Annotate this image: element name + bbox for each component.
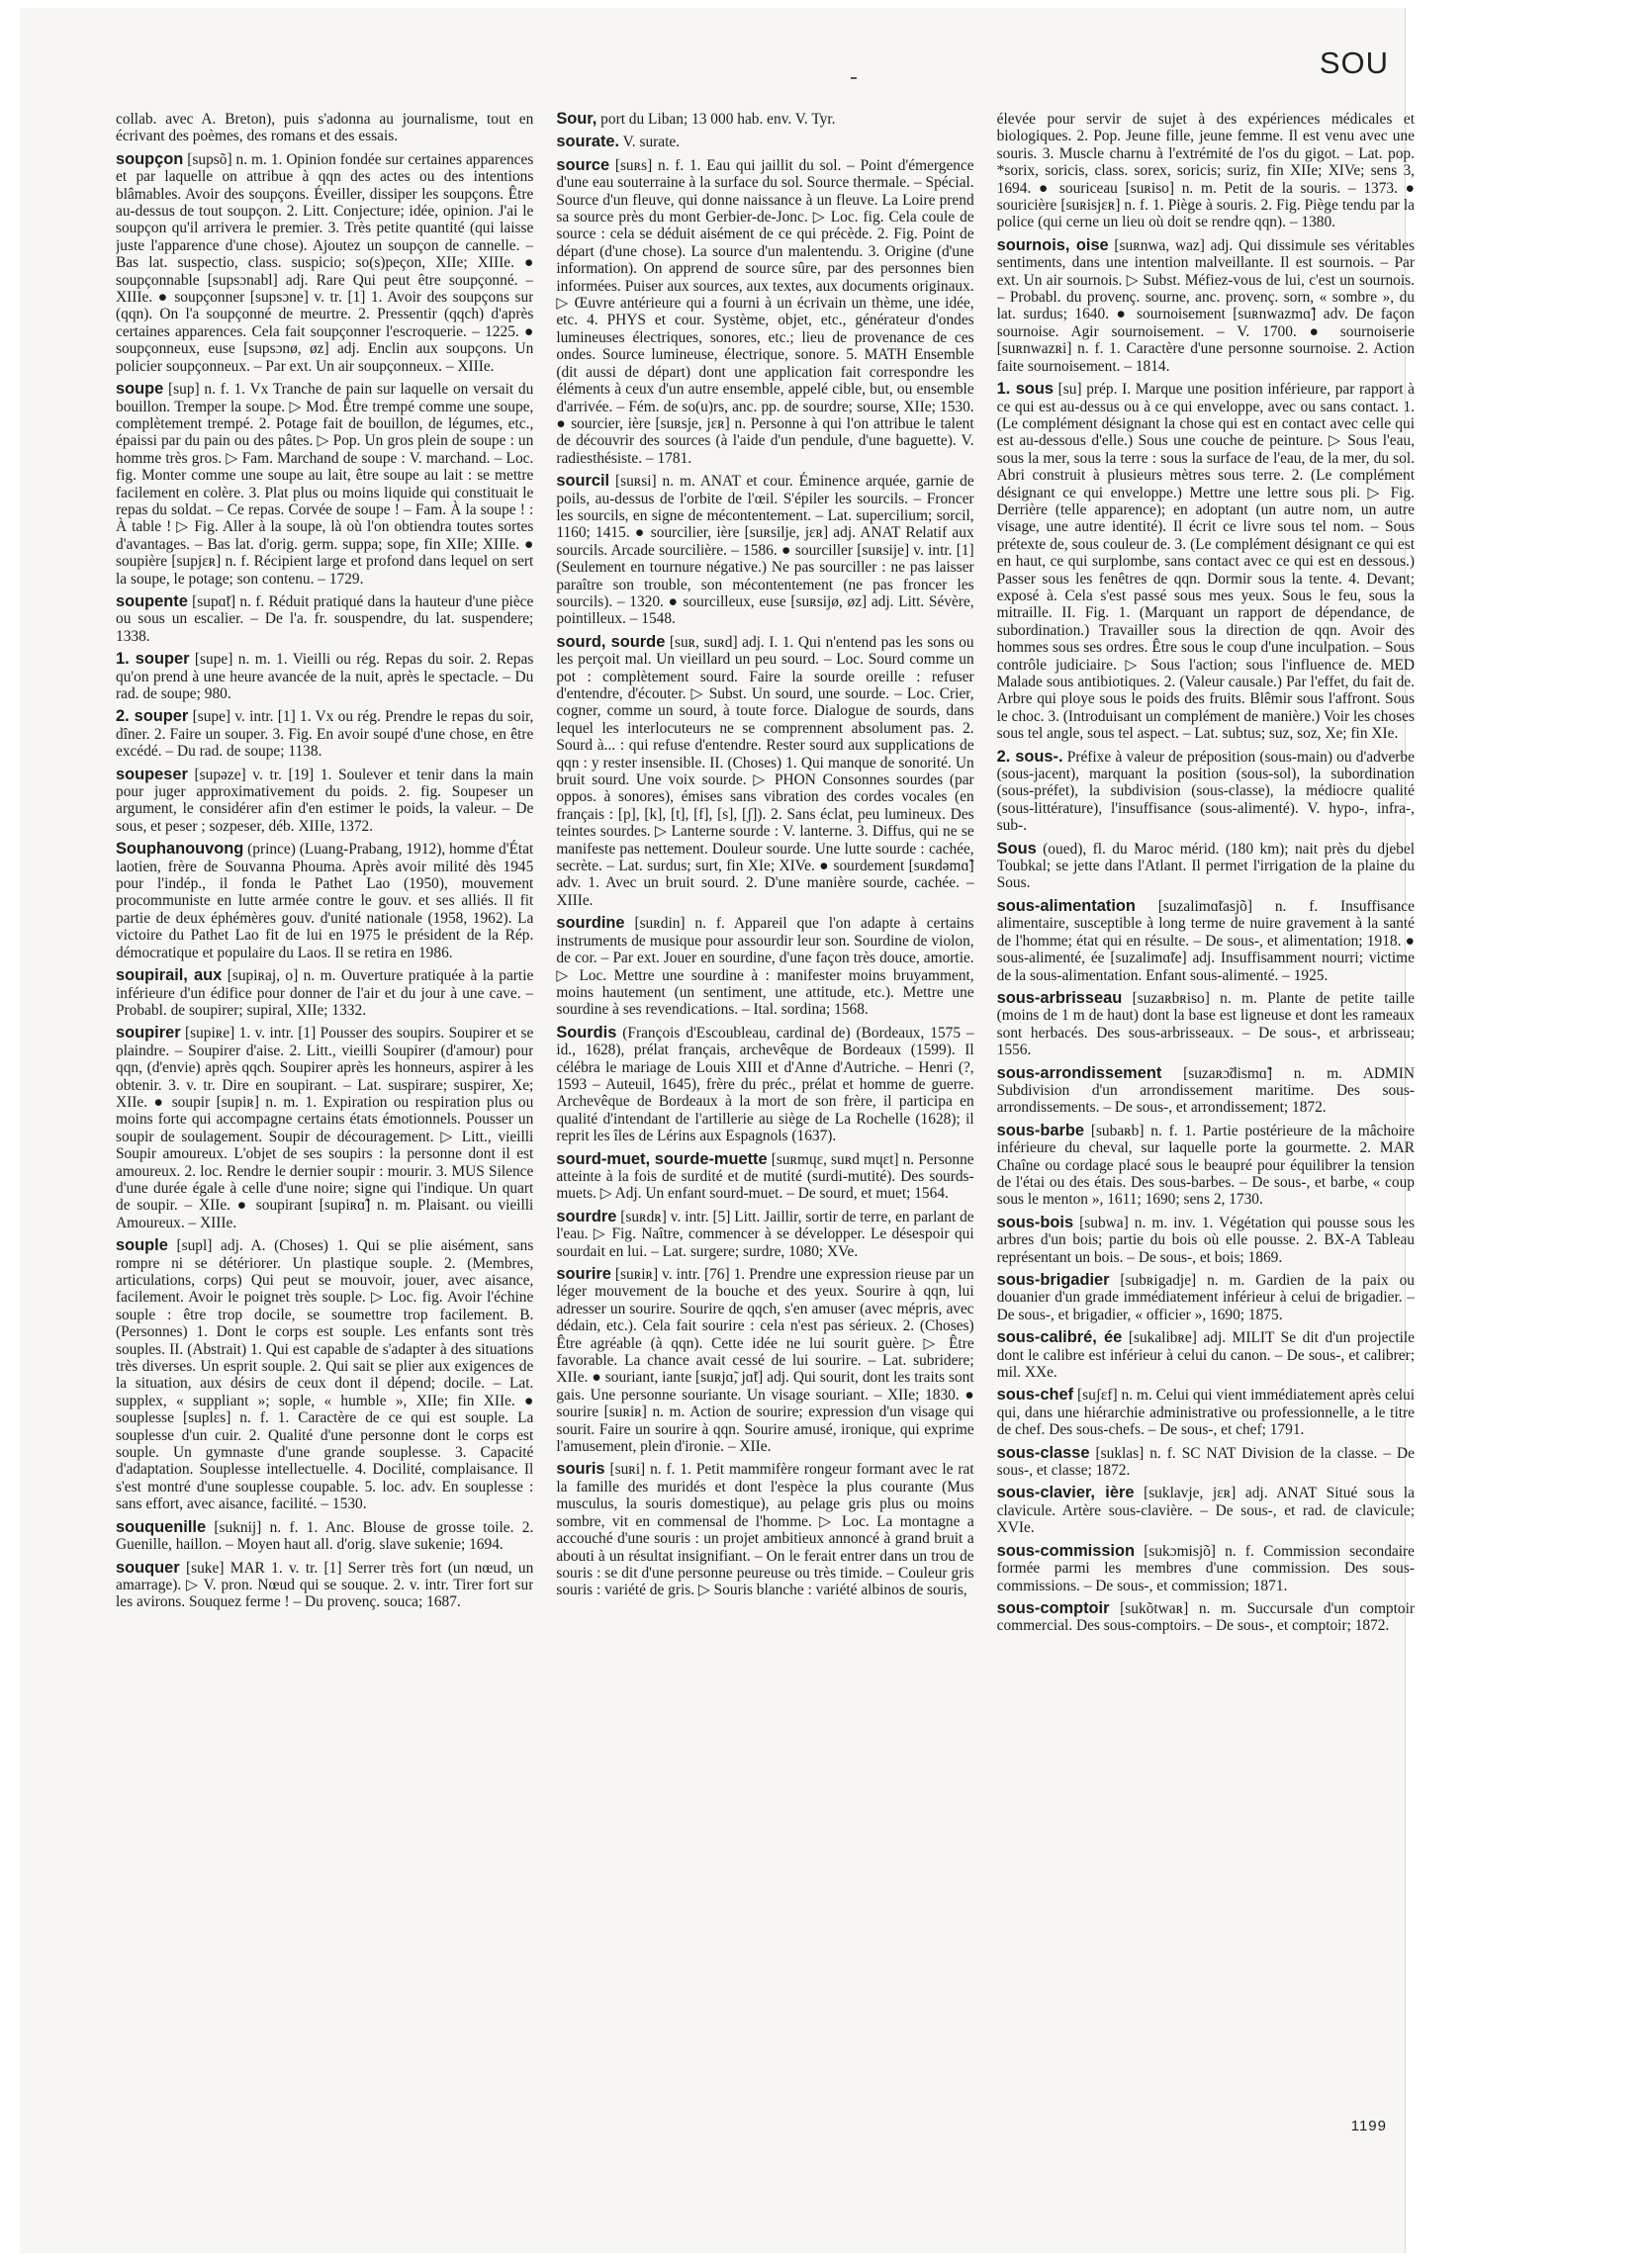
entry-headword: Sour, [556, 111, 597, 128]
dictionary-entry [556, 1461, 973, 1598]
entry-definition: [suʀdʀ] v. intr. [5] Litt. Jaillir, sortir de terre, en parlant de l'eau. ▷ Fig. Naître, commencer à se développer. Le désespoir qui sourdait en lui. – Lat. surgere; surdre, 1080; XVe. [556, 1208, 974, 1260]
dictionary-entry [116, 967, 533, 1019]
entry-headword: souple [116, 1236, 168, 1255]
dictionary-entry [997, 111, 1415, 231]
dictionary-entry [116, 1025, 533, 1231]
entry-definition: [supe] v. intr. [1] 1. Vx ou rég. Prendre le repas du soir, dîner. 2. Faire un souper. 3. Fig. En avoir soupé d'une chose, en être excédé. – Du rad. de soupe; 1138. [116, 708, 534, 761]
entry-headword: sourdre [556, 1207, 617, 1225]
column-3 [997, 111, 1415, 2089]
entry-headword: 1. sous [996, 380, 1054, 399]
dictionary-entry [997, 237, 1415, 375]
entry-definition: [supiʀaj, o] n. m. Ouverture pratiquée à la partie inférieure d'un édifice pour donner de l'air et du jour à une cave. – Probabl. de soupirer; supiral, XIIe; 1332. [116, 967, 534, 1019]
entry-definition: [suʀnwa, waz] adj. Qui dissimule ses véritables sentiments, dans une intention malveillante. Il est sournois. – Par ext. Un air sournois. ▷ Subst. Méfiez-vous de lui, c'est un sournois. – Probabl. du provenç. sourne, anc. provenç. sorn, « sombre », du lat. surdus; 1640. ● sournoisement [suʀnwazmɑ̃] adv. De façon sournoise. Agir sournoisement. – V. 1700. ● sournoiserie [suʀnwazʀi] n. f. 1. Caractère d'une personne sournoise. 2. Action faite sournoisement. – 1814. [996, 236, 1415, 375]
dictionary-entry [116, 593, 533, 645]
dictionary-entry [116, 1560, 533, 1611]
dictionary-entry [997, 898, 1415, 984]
dictionary-entry [997, 749, 1415, 835]
page-number: 1199 [1350, 2118, 1387, 2134]
dictionary-entry [997, 1543, 1415, 1594]
entry-definition: [suʀmɥɛ, suʀd mɥɛt] n. Personne atteinte à la fois de surdité et de mutité (surdi-mutité). Des sourds-muets. ▷ Adj. Un enfant sourd-muet. – De sourd, et muet; 1564. [556, 1150, 974, 1203]
entry-headword: sous-brigadier [996, 1271, 1110, 1289]
entry-definition: [sup] n. f. 1. Vx Tranche de pain sur laquelle on versait du bouillon. Tremper la soupe. ▷ Mod. Être trempé comme une soupe, complètement trempé. 2. Potage fait de bouillon, de légumes, etc., épaissi par du pain ou des pâtes. ▷ Pop. Un gros plein de soupe : un homme très gros. ▷ Fam. Marchand de soupe : V. marchand. – Loc. fig. Monter comme une soupe au lait, être soupe au lait : se mettre facilement en colère. 3. Plat plus ou moins liquide qui constituait le repas du soldat. – Ce repas. Corvée de soupe ! – Fam. À la soupe ! : À table ! ▷ Fig. Aller à la soupe, là où l'on obtiendra toutes sortes d'avantages. – Bas lat. d'orig. germ. suppa; sope, fin XIIe; XIIIe. ● soupière [supjɛʀ] n. f. Récipient large et profond dans lequel on sert la soupe, le potage; son contenu. – 1729. [116, 381, 534, 588]
dictionary-entry [116, 1237, 533, 1513]
entry-definition: [suʀsi] n. m. ANAT et cour. Éminence arquée, garnie de poils, au-dessus de l'orbite de l'œil. S'épiler les sourcils. – Froncer les sourcils, en signe de mécontentement. – Lat. supercilium; sorcil, 1160; 1415. ● sourcilier, ière [suʀsilje, jɛʀ] adj. ANAT Relatif aux sourcils. Arcade sourcilière. – 1586. ● sourciller [suʀsije] v. intr. [1] (Seulement en tournure négative.) Ne pas sourciller : ne pas laisser paraître son trouble, son mécontentement (ne pas froncer les sourcils). – 1320. ● sourcilleux, euse [suʀsijø, øz] adj. Litt. Sévère, pointilleux. – 1548. [556, 473, 974, 628]
dictionary-entry [997, 990, 1415, 1059]
entry-definition: [supɑ̃t] n. f. Réduit pratiqué dans la hauteur d'une pièce ou sous un escalier. – De l'a. fr. souspendre, du lat. suspendere; 1338. [116, 592, 534, 645]
entry-headword: soupe [116, 380, 164, 399]
entry-definition: élevée pour servir de sujet à des expériences médicales et biologiques. 2. Pop. Jeune fille, jeune femme. Il est venu avec une souris. 3. Muscle charnu à l'extrémité de l'os du gigot. – Lat. pop. *sorix, soricis, class. sorex, soricis; suriz, fin XIIe; XIVe; sens 3, 1694. ● souriceau [suʀiso] n. m. Petit de la souris. – 1373. ● souricière [suʀisjɛʀ] n. f. 1. Piège à souris. 2. Fig. Piège tendu par la police (qui cerne un lieu où doit se rendre qqn). – 1380. [996, 111, 1415, 231]
entry-headword: sous-chef [996, 1386, 1074, 1405]
entry-headword: sous-classe [996, 1443, 1090, 1462]
dictionary-entry [997, 1387, 1415, 1438]
entry-headword: soupirail, aux [116, 966, 223, 985]
entry-definition: (François d'Escoubleau, cardinal de) (Bordeaux, 1575 – id., 1628), prélat français, archevêque de Bordeaux (1599). Il célébra le mariage de Louis XIII et d'Anne d'Autriche. – Henri (?, 1593 – Auteuil, 1645), frère du préc., prélat et homme de guerre. Archevêque de Bordeaux à la mort de son frère, il participa en qualité d'intendant de l'artillerie au siège de La Rochelle (1628); il reprit les îles de Lérins aux Espagnols (1637). [556, 1024, 974, 1145]
columns [116, 111, 1415, 2089]
entry-definition: port du Liban; 13 000 hab. env. V. Tyr. [600, 111, 836, 128]
entry-headword: sournois, oise [996, 235, 1109, 254]
entry-headword: sourcil [556, 472, 610, 491]
dictionary-entry [116, 841, 533, 961]
entry-definition: [supe] n. m. 1. Vieilli ou rég. Repas du soir. 2. Repas qu'on prend à une heure avancée de la nuit, après le spectacle. – Du rad. de soupe; 980. [116, 651, 534, 702]
entry-definition: [suklas] n. f. SC NAT Division de la classe. – De sous-, et classe; 1872. [996, 1444, 1415, 1480]
entry-definition: collab. avec A. Breton), puis s'adonna au journalisme, tout en écrivant des poèmes, des romans et des essais. [116, 111, 534, 145]
entry-definition: V. surate. [622, 134, 681, 151]
entry-definition: [sukalibʀe] adj. MILIT Se dit d'un projectile dont le calibre est inférieur à celui du canon. – De sous-, et calibrer; mil. XXe. [996, 1329, 1415, 1382]
entry-definition: [suʀi] n. f. 1. Petit mammifère rongeur formant avec le rat la famille des muridés et dont l'espèce la plus courante (Mus musculus, la souris domestique), au pelage gris plus ou moins sombre, vit en commensal de l'homme. ▷ Loc. La montagne a accouché d'une souris : un projet ambitieux annoncé à grand bruit a abouti à un résultat insignifiant. – On le ferait entrer dans un trou de souris : se dit d'une personne peureuse ou très timide. – Couleur gris souris : variété de gris. ▷ Souris blanche : variété albinos de souris, [556, 1461, 974, 1599]
dictionary-entry [556, 473, 973, 628]
entry-definition: [suʀdin] n. f. Appareil que l'on adapte à certains instruments de musique pour assourdir leur son. Sourdine de violon, de cor. – Par ext. Jouer en sourdine, d'une façon très douce, amortie. ▷ Loc. Mettre une sourdine à : manifester moins bruyamment, moins hautement (un sentiment, une attitude, etc.). Mettre une sourdine à ses revendications. – Ital. sordina; 1568. [556, 915, 974, 1019]
dictionary-entry [116, 111, 533, 145]
entry-headword: soupçon [116, 149, 184, 168]
entry-definition: [suzalimɑ̃tasjõ] n. f. Insuffisance alimentaire, susceptible à long terme de nuire gravement à la santé de l'homme; état qui en résulte. – De sous-, et alimentation; 1918. ● sous-alimenté, ée [suzalimɑ̃te] adj. Insuffisamment nourri; victime de la sous-alimentation. Enfant sous-alimenté. – 1925. [996, 897, 1415, 984]
entry-headword: 2. sous-. [996, 747, 1063, 766]
entry-definition: [suʃɛf] n. m. Celui qui vient immédiatement après celui qui, dans une hiérarchie administrative ou professionnelle, a le titre de chef. Des sous-chefs. – De sous-, et chef; 1791. [996, 1387, 1415, 1439]
column-1 [116, 111, 533, 2089]
entry-definition: (oued), fl. du Maroc mérid. (180 km); nait près du djebel Toubkal; se jette dans l'Atlant. Il permet l'irrigation de la plaine du Sous. [996, 840, 1415, 892]
top-mark [851, 77, 857, 79]
entry-headword: source [556, 155, 610, 174]
entry-headword: sous-barbe [996, 1121, 1085, 1139]
entry-definition: [subʀigadje] n. m. Gardien de la paix ou douanier d'un grade immédiatement inférieur à celui de brigadier. – De sous-, et brigadier, « officier », 1690; 1875. [996, 1272, 1415, 1323]
dictionary-entry [556, 1025, 973, 1145]
dictionary-entry [997, 1215, 1415, 1266]
entry-definition: [sukõtwaʀ] n. m. Succursale d'un comptoir commercial. Des sous-comptoirs. – De sous-, et comptoir; 1872. [996, 1599, 1415, 1635]
dictionary-entry [997, 1065, 1415, 1117]
dictionary-entry [556, 634, 973, 910]
entry-definition: [supəze] v. tr. [19] 1. Soulever et tenir dans la main pour juger approximativement du poids. 2. fig. Soupeser un argument, le considérer afin d'en estimer le poids, la valeur. – De sous, et peser ; sozpeser, déb. XIIIe, 1372. [116, 766, 534, 835]
dictionary-page [20, 8, 1415, 2253]
dictionary-entry [116, 1519, 533, 1554]
entry-headword: sous-comptoir [996, 1598, 1110, 1617]
entry-headword: souris [556, 1460, 605, 1479]
entry-definition: [suʀs] n. f. 1. Eau qui jaillit du sol. – Point d'émergence d'une eau souterraine à la surface du sol. Source thermale. – Spécial. Source d'un fleuve, qui donne naissance à un fleuve. La Loire prend sa source près du mont Gerbier-de-Jonc. ▷ Loc. fig. Cela coule de source : cela se déduit aisément de ce qui précède. 2. Fig. Point de départ (d'une chose). La source d'un malentendu. 3. Origine (d'une information). On apprend de source sûre, par des personnes bien informées. Puiser aux sources, aux textes, aux documents originaux. ▷ Œuvre antérieure qui a fourni à un écrivain un thème, une idée, etc. 4. PHYS et cour. Système, objet, etc., générateur d'ondes lumineuses électriques, sonores, etc.; lieu de provenance de ces ondes. Source lumineuse, électrique, sonore. 5. MATH Ensemble (dit aussi de départ) dont une application fait correspondre les éléments à ceux d'un autre ensemble, appelé cible, but, ou ensemble d'arrivée. – Fém. de so(u)rs, anc. pp. de sourdre; sourse, XIIe; 1530. ● sourcier, ière [suʀsje, jɛʀ] n. Personne à qui l'on attribue le talent de découvrir des sources (à l'aide d'un pendule, d'une baguette). V. radiesthésiste. – 1781. [556, 156, 974, 467]
entry-definition: [suzaʀbʀiso] n. m. Plante de petite taille (moins de 1 m de haut) dont la base est ligneuse et dont les rameaux sont herbacés. Des sous-arbrisseaux. – De sous-, et arbrisseau; 1556. [996, 989, 1415, 1059]
entry-definition: Préfixe à valeur de préposition (sous-main) ou d'adverbe (sous-jacent), marquant la position (sous-sol), la subordination (sous-préfet), la subdivision (sous-classe), la médiocre qualité (sous-littérature), l'insuffisance (sous-alimenté). V. hypo-, infra-, sub-. [996, 748, 1415, 835]
dictionary-entry [997, 1329, 1415, 1381]
entry-headword: sous-arbrisseau [996, 988, 1123, 1007]
dictionary-entry [556, 111, 973, 128]
entry-definition: [subaʀb] n. f. 1. Partie postérieure de la mâchoire inférieure du cheval, sur laquelle porte la gourmette. 2. MAR Chaîne ou cordage placé sous le beaupré pour équilibrer la tension de l'étai ou des étais. Des sous-barbes. – De sous-, et barbe, « coup sous le menton », 1611; 1690; sens 2, 1730. [996, 1122, 1415, 1209]
entry-headword: sourate. [556, 133, 620, 151]
entry-definition: [suklavje, jɛʀ] adj. ANAT Situé sous la clavicule. Artère sous-clavière. – De sous-, et rad. de clavicule; XVIe. [996, 1485, 1415, 1537]
entry-headword: sourd-muet, sourde-muette [556, 1149, 768, 1168]
running-head: SOU [1319, 45, 1389, 80]
entry-headword: sourd, sourde [556, 632, 666, 651]
entry-headword: sourire [556, 1265, 611, 1283]
entry-definition: [supsõ] n. m. 1. Opinion fondée sur certaines apparences et par laquelle on attribue à qqn des actes ou des intentions blâmables. Avoir des soupçons. Éveiller, dissiper les soupçons. Être au-dessus de tout soupçon. 2. Litt. Conjecture; idée, opinion. J'ai le soupçon qu'il arrivera le premier. 3. Très petite quantité (qui laisse juste l'apparence d'une chose). Ajoutez un soupçon de cannelle. – Bas lat. suspectio, class. suspicio; so(s)peçon, XIIe; XIIIe. ● soupçonnable [supsɔnabl] adj. Rare Qui peut être soupçonné. – XIIIe. ● soupçonner [supsɔne] v. tr. [1] 1. Avoir des soupçons sur (qqn). On l'a soupçonné de meurtre. 2. Pressentir (qqch) d'après certaines apparences. Cela fait soupçonner l'escroquerie. – 1225. ● soupçonneux, euse [supsɔnø, øz] adj. Enclin aux soupçons. Un policier soupçonneux. – Par ext. Un air soupçonneux. – XIIIe. [116, 150, 534, 375]
dictionary-entry [997, 1272, 1415, 1323]
entry-headword: sous-commission [996, 1541, 1136, 1560]
entry-definition: (prince) (Luang-Prabang, 1912), homme d'État laotien, frère de Souvanna Phouma. Après avoir milité dès 1945 pour l'indép., il fonda le Pathet Lao (1950), mouvement procommuniste en lutte armée contre le gouv. et ses alliés. Il fit partie de deux éphémères gouv. d'unité nationale (1958, 1962). La victoire du Pathet Lao fit de lui en 1975 le président de la Rép. démocratique et populaire du Laos. Il se retira en 1986. [116, 841, 534, 961]
entry-headword: souquer [116, 1558, 180, 1577]
dictionary-entry [556, 157, 973, 467]
entry-headword: 1. souper [116, 650, 190, 669]
entry-headword: soupeser [116, 765, 188, 783]
entry-headword: Sourdis [556, 1023, 617, 1042]
entry-headword: sous-alimentation [996, 896, 1136, 915]
entry-headword: Sous [996, 839, 1037, 858]
dictionary-entry [997, 1485, 1415, 1536]
entry-headword: soupente [116, 591, 188, 610]
dictionary-entry [556, 1266, 973, 1455]
entry-definition: [suʀiʀ] v. intr. [76] 1. Prendre une expression rieuse par un léger mouvement de la bouche et des yeux. Sourire à qqn, lui adresser un sourire. Sourire de qqch, s'en amuser (avec mépris, avec dédain, etc.). Cela fait sourire : cela n'est pas sérieux. 2. (Choses) Être agréable (à qqn). Cette idée ne lui sourit guère. ▷ Être favorable. La chance avait cessé de lui sourire. – Lat. subridere; XIIe. ● souriant, iante [suʀjɑ̃, jɑ̃t] adj. Qui sourit, dont les traits sont gais. Une personne souriante. Un visage souriant. – XIIe; 1830. ● sourire [suʀiʀ] n. m. Action de sourire; expression d'un visage qui sourit. Faire un sourire à qqn. Sourire amusé, ironique, qui exprime l'amusement, plein d'ironie. – XIIe. [556, 1266, 974, 1456]
column-2 [556, 111, 973, 2089]
entry-headword: sous-calibré, ée [996, 1328, 1123, 1347]
entry-headword: sourdine [556, 914, 625, 933]
entry-headword: souquenille [116, 1517, 207, 1536]
entry-headword: sous-arrondissement [996, 1063, 1162, 1082]
dictionary-entry [116, 708, 533, 760]
entry-headword: sous-clavier, ière [996, 1484, 1135, 1502]
dictionary-entry [997, 1600, 1415, 1635]
dictionary-entry [116, 381, 533, 588]
entry-definition: [suʀ, suʀd] adj. I. 1. Qui n'entend pas les sons ou les perçoit mal. Un vieillard un peu sourd. – Loc. Sourd comme un pot : complètement sourd. Faire la sourde oreille : refuser d'entendre, d'écouter. ▷ Subst. Un sourd, une sourde. – Loc. Crier, cogner, comme un sourd, à toute force. Dialogue de sourds, dans lequel les interlocuteurs ne se comprennent absolument pas. 2. Sourd à... : qui refuse d'entendre. Rester sourd aux supplications de qqn : y rester insensible. II. (Choses) 1. Qui manque de sonorité. Un bruit sourd. Une voix sourde. ▷ PHON Consonnes sourdes (par oppos. à sonores), émises sans vibration des cordes vocales (en français : [p], [k], [t], [f], [s], [ʃ]). 2. Sans éclat, peu lumineux. Des teintes sourdes. ▷ Lanterne sourde : V. lanterne. 3. Diffus, qui ne se manifeste pas nettement. Douleur sourde. Une lutte sourde : cachée, secrète. – Lat. surdus; surt, fin XIe; XIVe. ● sourdement [suʀdəmɑ̃] adv. 1. Avec un bruit sourd. 2. D'une manière sourde, cachée. – XIIIe. [556, 633, 974, 909]
entry-definition: [supl] adj. A. (Choses) 1. Qui se plie aisément, sans rompre ni se détériorer. Un plastique souple. 2. (Membres, articulations, corps) Qui peut se mouvoir, jouer, avec aisance, facilement. Avoir le poignet très souple. ▷ Loc. fig. Avoir l'échine souple : être trop docile, se soumettre trop facilement. B. (Personnes) 1. Dont le corps est souple. Les enfants sont très souples. II. (Abstrait) 1. Qui est capable de s'adapter à des situations très diverses. Un esprit souple. 2. Qui sait se plier aux exigences de la situation, aux désirs de ceux dont il dépend; docile. – Lat. supplex, « suppliant »; sople, « humble », XIIe; fin XIIe. ● souplesse [suplɛs] n. f. 1. Caractère de ce qui est souple. La souplesse d'un cuir. 2. Qualité d'une personne dont le corps est souple. Un gymnaste d'une grande souplesse. 3. Capacité d'adaptation. Souplesse intellectuelle. 4. Docilité, complaisance. Il s'est montré d'une souplesse coupable. 5. loc. adv. En souplesse : sans effort, avec aisance, facilité. – 1530. [116, 1237, 534, 1513]
entry-definition: [suknij] n. f. 1. Anc. Blouse de grosse toile. 2. Guenille, haillon. – Moyen haut all. d'orig. slave sukenie; 1694. [116, 1518, 534, 1554]
dictionary-entry [997, 381, 1415, 743]
entry-definition: [sukɔmisjõ] n. f. Commission secondaire formée parmi les membres d'une commission. Des sous-commissions. – De sous-, et commission; 1871. [996, 1542, 1415, 1594]
dictionary-entry [556, 1151, 973, 1203]
entry-definition: [supiʀe] 1. v. intr. [1] Pousser des soupirs. Soupirer et se plaindre. – Soupirer d'aise. 2. Litt., vieilli Soupirer (d'amour) pour qqn, (d'envie) après qqch. Soupirer après les honneurs, aspirer à les obtenir. 3. v. tr. Dire en soupirant. – Lat. suspirare; suspirer, Xe; XIIe. ● soupir [supiʀ] n. m. 1. Expiration ou respiration plus ou moins forte qui accompagne certains états émotionnels. Pousser un soupir de soulagement. Soupir de découragement. ▷ Litt., vieilli Soupir amoureux. L'objet de ses soupirs : la personne dont il est amoureux. 2. loc. Rendre le dernier soupir : mourir. 3. MUS Silence d'une durée égale à celle d'une noire; signe qui l'indique. Un quart de soupir. – XIIe. ● soupirant [supiʀɑ̃] n. m. Plaisant. ou vieilli Amoureux. – XIIIe. [116, 1025, 534, 1231]
dictionary-entry [556, 915, 973, 1018]
dictionary-entry [556, 134, 973, 150]
entry-definition: [suzaʀɔ̃dismɑ̃] n. m. ADMIN Subdivision d'un arrondissement maritime. Des sous-arrondissements. – De sous-, et arrondissement; 1872. [996, 1064, 1415, 1117]
dictionary-entry [556, 1209, 973, 1260]
entry-headword: Souphanouvong [116, 840, 244, 859]
entry-headword: soupirer [116, 1024, 181, 1042]
dictionary-entry [997, 841, 1415, 892]
dictionary-entry [997, 1445, 1415, 1480]
entry-headword: sous-bois [996, 1213, 1074, 1231]
entry-definition: [su] prép. I. Marque une position inférieure, par rapport à ce qui est au-dessus ou à ce qui enveloppe, avec ou sans contact. 1. (Le complément désignant la chose qui est en contact avec celle qui est au-dessous d'elle.) Sous une couche de peinture. ▷ Sous l'eau, sous la mer, sous la terre : sous la surface de l'eau, de la mer, du sol. Abri construit à plusieurs mètres sous terre. 2. (Le complément désignant ce qui enveloppe.) Mettre une lettre sous pli. ▷ Fig. Derrière (telle apparence); en adoptant (un autre nom, un autre visage, une autre identité). Il écrit ce livre sous tel nom. – Sous prétexte de, sous couleur de. 3. (Le complément désignant ce qui est en haut, ce qui surplombe, sans contact avec ce qui est en dessous.) Passer sous les fenêtres de qqn. Dormir sous la tente. 4. Devant; exposé à. Cela s'est passé sous mes yeux. Sous le feu, sous la mitraille. II. Fig. 1. (Marquant un rapport de dépendance, de subordination.) Travailler sous la direction de qqn. Avoir des hommes sous ses ordres. Être sous le coup d'une inculpation. – Sous contrôle judiciaire. ▷ Sous l'action; sous l'influence de. MED Malade sous antibiotiques. 2. (Valeur causale.) Par l'effet, du fait de. Arbre qui ploye sous le poids des fruits. Blêmir sous l'affront. Sous le choc. 3. (Introduisant un complément de manière.) Voir les choses sous tel angle, sous tel aspect. – Lat. subtus; suz, soz, Xe; fin XIe. [996, 381, 1415, 743]
dictionary-entry [997, 1123, 1415, 1209]
entry-headword: 2. souper [116, 707, 189, 726]
entry-definition: [subwa] n. m. inv. 1. Végétation qui pousse sous les arbres d'un bois; partie du bois où elle pousse. 2. BX-A Tableau représentant un bois. – De sous-, et bois; 1869. [996, 1214, 1415, 1266]
dictionary-entry [116, 767, 533, 836]
dictionary-entry [116, 651, 533, 702]
entry-definition: [suke] MAR 1. v. tr. [1] Serrer très fort (un nœud, un amarrage). ▷ V. pron. Nœud qui se souque. 2. v. intr. Tirer fort sur les avirons. Souquez ferme ! – Du provenç. souca; 1687. [116, 1559, 534, 1611]
dictionary-entry [116, 151, 533, 375]
